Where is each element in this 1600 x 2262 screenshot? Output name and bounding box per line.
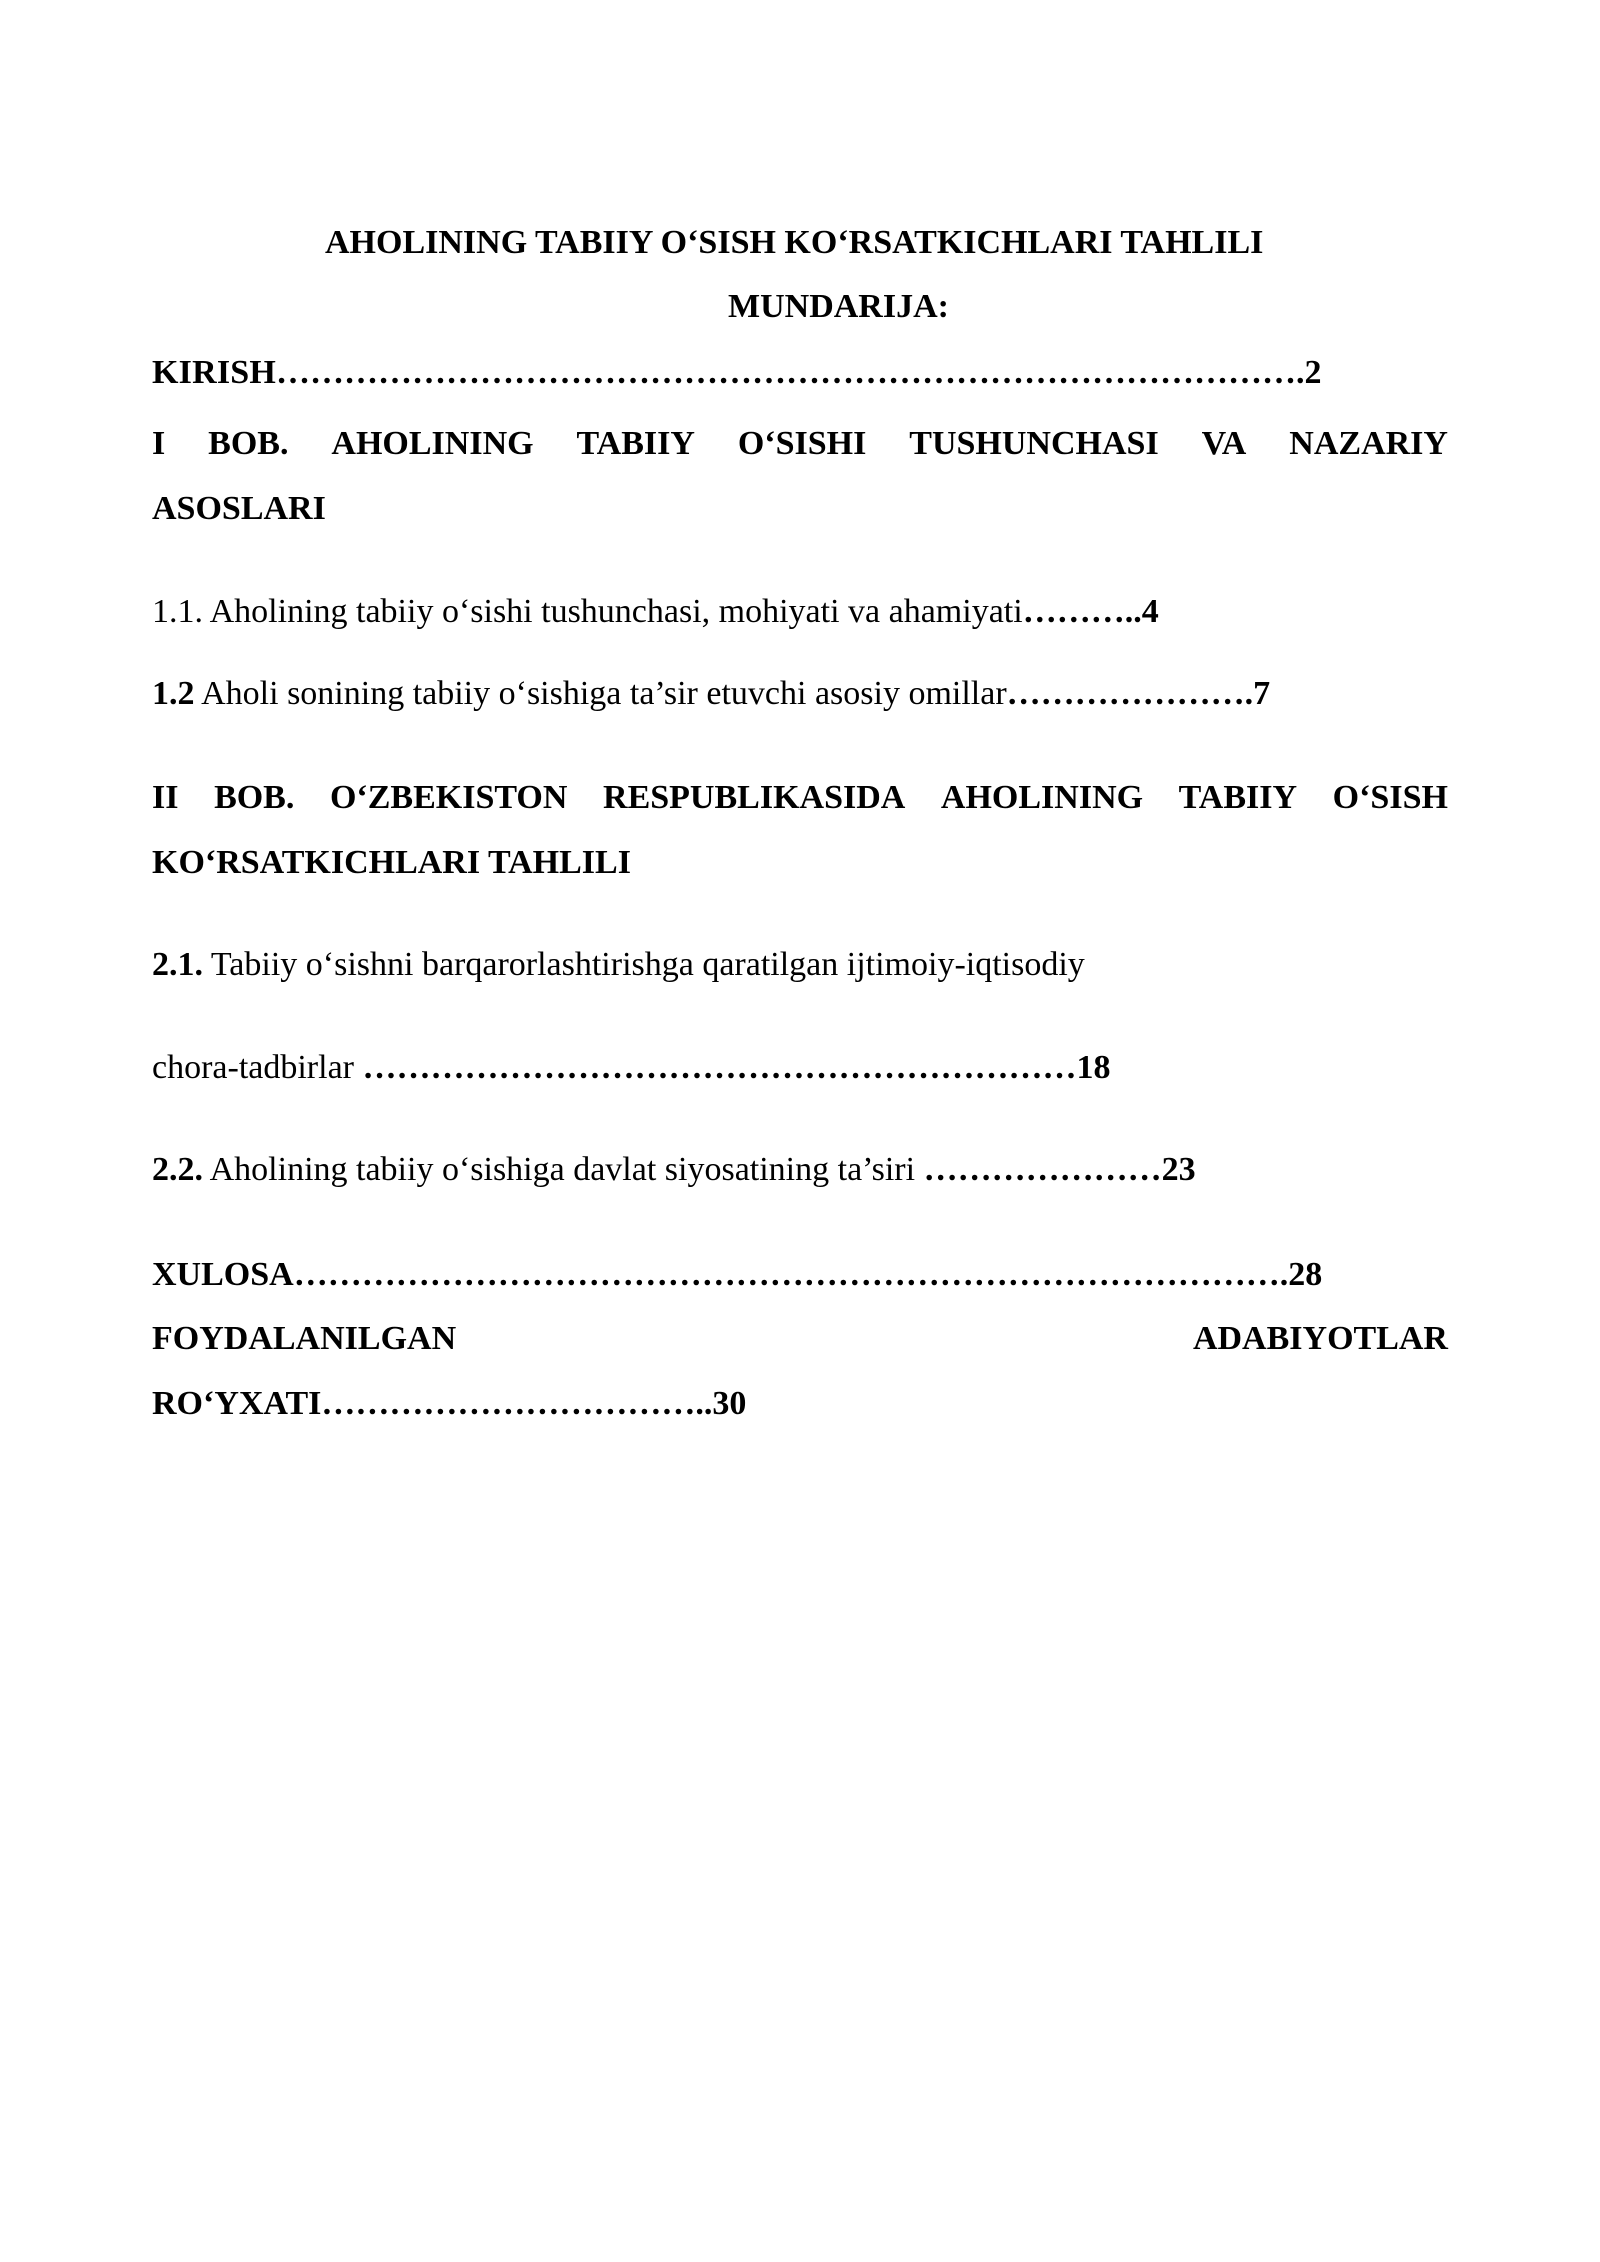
toc-heading: MUNDARIJA: <box>728 288 949 325</box>
toc-word: TABIIY <box>576 425 695 462</box>
toc-page-number: 2 <box>1304 354 1322 391</box>
toc-page-number: 7 <box>1253 675 1271 712</box>
toc-word: FOYDALANILGAN <box>152 1320 457 1357</box>
toc-number: 1.2 <box>152 675 195 712</box>
toc-word: NAZARIY <box>1289 425 1448 462</box>
toc-word: ADABIYOTLAR <box>1192 1320 1448 1357</box>
toc-number: 2.2. <box>152 1151 203 1188</box>
toc-word: I <box>152 425 166 462</box>
toc-label: XULOSA <box>152 1256 294 1293</box>
toc-chapter-2-line2[interactable]: KO‘RSATKICHLARI TAHLILI <box>152 844 631 881</box>
toc-dots: …………………………….. <box>321 1385 713 1422</box>
toc-entry-2-2[interactable] <box>152 1149 1448 1191</box>
toc-label: KIRISH <box>152 354 277 391</box>
toc-page-number: .28 <box>1279 1256 1323 1293</box>
toc-text: Aholi sonining tabiiy o‘sishiga ta’sir etuvchi asosiy omillar <box>194 675 1007 712</box>
toc-chapter-1-line1[interactable] <box>152 423 1448 465</box>
document-title: AHOLINING TABIIY O‘SISH KO‘RSATKICHLARI TAHLILI <box>325 224 1264 261</box>
toc-entry-references-line1[interactable] <box>152 1318 1448 1360</box>
toc-word: AHOLINING <box>331 425 534 462</box>
toc-dots: ……………………………………………………… <box>362 1049 1077 1086</box>
toc-entry-1-2[interactable] <box>152 673 1448 715</box>
toc-number: 2.1. <box>152 946 203 983</box>
toc-dots: ………………………………………………………………………………. <box>276 354 1305 391</box>
toc-dots: …………………………………………………………………………… <box>293 1256 1280 1293</box>
toc-word: RESPUBLIKASIDA <box>603 779 906 816</box>
toc-word: AHOLINING <box>940 779 1144 816</box>
toc-word: TUSHUNCHASI <box>909 425 1159 462</box>
toc-entry-references-line2[interactable] <box>152 1383 1448 1425</box>
toc-text: 1.1. Aholining tabiiy o‘sishi tushunchasi, mohiyati va ahamiyati <box>152 593 1023 630</box>
toc-page-number: 18 <box>1076 1049 1111 1086</box>
toc-dots: ……….. <box>1022 593 1142 630</box>
toc-word: TABIIY <box>1178 779 1298 816</box>
toc-text: chora-tadbirlar <box>152 1049 363 1086</box>
toc-page-number: 23 <box>1161 1151 1196 1188</box>
toc-word: II <box>152 779 179 816</box>
toc-entry-1-1[interactable] <box>152 591 1448 633</box>
toc-word: O‘ZBEKISTON <box>329 779 568 816</box>
toc-entry-2-1-line1[interactable] <box>152 944 1448 986</box>
toc-word: VA <box>1201 425 1247 462</box>
toc-dots: …………………. <box>1006 675 1254 712</box>
toc-entry-kirish[interactable] <box>152 352 1448 394</box>
toc-label: RO‘YXATI <box>152 1385 322 1422</box>
toc-chapter-1-line2[interactable]: ASOSLARI <box>152 490 326 527</box>
toc-word: O‘SISHI <box>737 425 867 462</box>
toc-text: Aholining tabiiy o‘sishiga davlat siyosatining ta’siri <box>203 1151 924 1188</box>
toc-page-number: 30 <box>712 1385 747 1422</box>
toc-chapter-2-line1[interactable] <box>152 777 1448 819</box>
toc-dots: ………………… <box>923 1151 1162 1188</box>
toc-word: BOB. <box>208 425 289 462</box>
toc-word: O‘SISH <box>1332 779 1448 816</box>
toc-text: Tabiiy o‘sishni barqarorlashtirishga qaratilgan ijtimoiy-iqtisodiy <box>203 946 1085 983</box>
toc-page-number: 4 <box>1141 593 1159 630</box>
toc-entry-xulosa[interactable] <box>152 1254 1448 1296</box>
toc-entry-2-1-line2[interactable] <box>152 1047 1448 1089</box>
toc-word: BOB. <box>214 779 295 816</box>
